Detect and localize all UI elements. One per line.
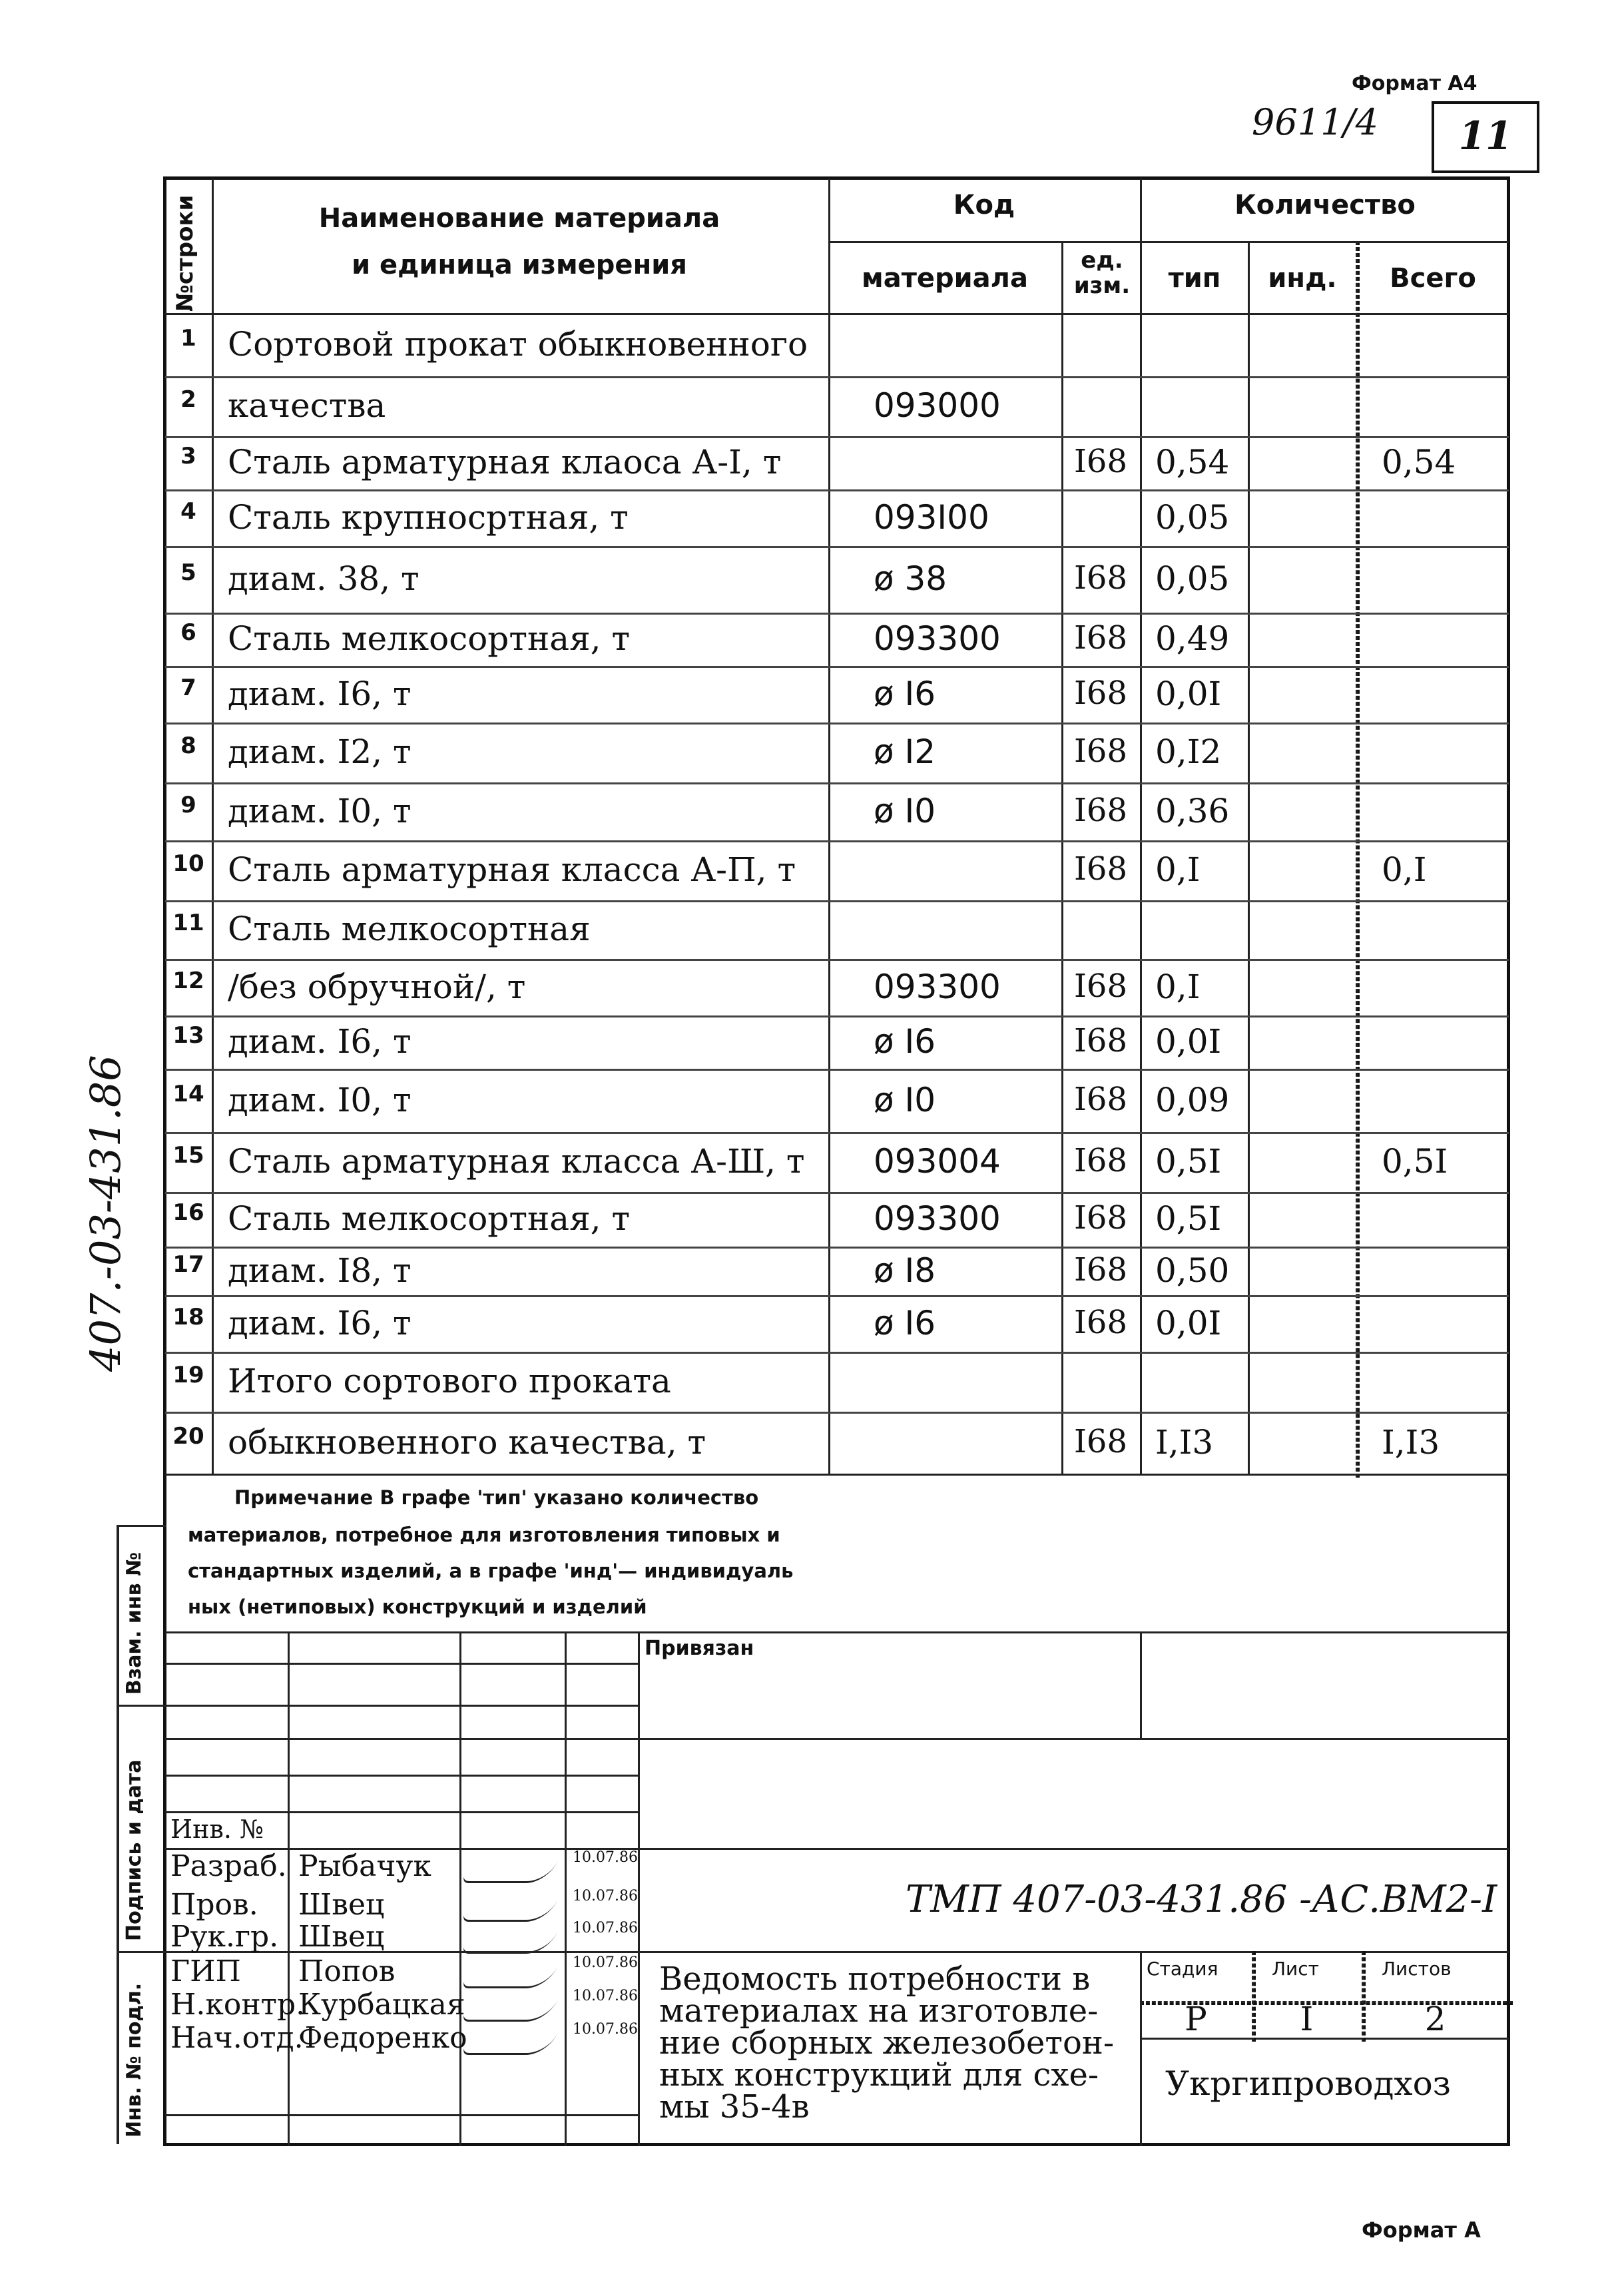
header-code-unit: ед. изм. — [1073, 247, 1131, 299]
material-name: диам. I0, т — [228, 1080, 411, 1119]
material-name: Сталь крупносртная, т — [228, 497, 629, 537]
header-code: Код — [953, 190, 1015, 220]
row-number: 10 — [172, 850, 204, 877]
title-line3: ние сборных железобетон- — [659, 2024, 1115, 2062]
page-number: 11 — [1458, 113, 1513, 158]
row-divider — [165, 722, 1509, 724]
material-name: диам. I6, т — [228, 1303, 411, 1342]
staff-date: 10.07.86 — [573, 1888, 638, 1904]
material-code: ø I6 — [874, 1303, 936, 1342]
title-line2: материалах на изготовле- — [659, 1992, 1099, 2030]
stamp-vzam: Взам. инв № — [123, 1552, 146, 1695]
row-divider — [165, 782, 1509, 784]
material-name: диам. I2, т — [228, 732, 411, 771]
staff-role: Рук.гр. — [170, 1920, 279, 1954]
header-name-line2: и единица измерения — [352, 250, 687, 280]
staff-date: 10.07.86 — [573, 1920, 638, 1936]
row-number: 8 — [180, 732, 196, 759]
unit-code: I68 — [1073, 1251, 1128, 1289]
qty-type: 0,0I — [1155, 674, 1222, 713]
row-divider — [165, 1015, 1509, 1017]
row-number: 18 — [172, 1303, 204, 1330]
stage-label: Стадия — [1147, 1958, 1218, 1980]
row-number: 14 — [172, 1080, 204, 1107]
row-number: 4 — [180, 497, 196, 525]
unit-code: I68 — [1073, 732, 1128, 770]
material-name: Итого сортового проката — [228, 1362, 671, 1400]
material-code: 093300 — [874, 1199, 1001, 1238]
header-qty-total: Всего — [1390, 263, 1476, 294]
staff-name: Попов — [298, 1954, 396, 1988]
material-code: ø I8 — [874, 1251, 936, 1290]
material-name: диам. I8, т — [228, 1251, 411, 1290]
unit-code: I68 — [1073, 559, 1128, 597]
row-number: 20 — [172, 1422, 204, 1450]
title-line5: мы 35-4в — [659, 2088, 810, 2126]
row-divider — [165, 959, 1509, 961]
row-number: 15 — [172, 1142, 204, 1169]
row-divider — [165, 489, 1509, 491]
staff-role: Пров. — [170, 1888, 258, 1922]
qty-total: 0,5I — [1382, 1142, 1448, 1181]
header-quantity: Количество — [1234, 190, 1416, 220]
row-divider — [165, 1352, 1509, 1354]
row-number: 6 — [180, 619, 196, 646]
material-code: ø I0 — [874, 1080, 936, 1119]
document-number: ТМП 407-03-431.86 -АС.ВМ2-I — [906, 1878, 1497, 1921]
row-divider — [165, 840, 1509, 842]
qty-type: 0,49 — [1155, 619, 1230, 658]
unit-code: I68 — [1073, 674, 1128, 712]
qty-type: 0,0I — [1155, 1022, 1222, 1061]
material-name: Сталь арматурная класса А-Ш, т — [228, 1142, 805, 1181]
qty-type: 0,0I — [1155, 1303, 1222, 1342]
note-line4: ных (нетиповых) конструкций и изделий — [188, 1595, 647, 1618]
material-name: Сортовой прокат обыкновенного — [228, 324, 808, 364]
row-number: 17 — [172, 1251, 204, 1278]
unit-code: I68 — [1073, 1022, 1128, 1059]
qty-type: 0,50 — [1155, 1251, 1230, 1290]
note-line3: стандартных изделий, а в графе 'инд'— индивидуаль — [188, 1560, 794, 1582]
qty-type: 0,05 — [1155, 559, 1230, 598]
title-line1: Ведомость потребности в — [659, 1960, 1091, 1998]
material-code: ø I0 — [874, 791, 936, 830]
staff-name: Швец — [298, 1920, 385, 1954]
material-name: диам. I6, т — [228, 1022, 411, 1061]
qty-total: 0,I — [1382, 850, 1427, 889]
row-divider — [165, 1295, 1509, 1297]
row-divider — [165, 546, 1509, 548]
row-divider — [165, 1132, 1509, 1134]
material-name: Сталь арматурная клаоса А-I, т — [228, 443, 782, 481]
stamp-inv-podl: Инв. № подл. — [123, 1982, 146, 2138]
staff-name: Федоренко — [298, 2021, 467, 2055]
note-line2: материалов, потребное для изготовления типовых и — [188, 1524, 780, 1546]
row-divider — [165, 1192, 1509, 1194]
sheet-reference: 9611/4 — [1252, 101, 1378, 143]
unit-code: I68 — [1073, 967, 1128, 1005]
stamp-podpis: Подпись и дата — [123, 1759, 146, 1941]
note-line1: Примечание В графе 'тип' указано количество — [234, 1486, 759, 1509]
privyazan-label: Привязан — [645, 1637, 754, 1660]
material-code: 093000 — [874, 386, 1001, 425]
unit-code: I68 — [1073, 791, 1128, 829]
qty-type: 0,09 — [1155, 1080, 1230, 1119]
qty-total: 0,54 — [1382, 443, 1456, 481]
qty-type: 0,I — [1155, 967, 1201, 1006]
material-name: /без обручной/, т — [228, 967, 526, 1006]
material-name: диам. 38, т — [228, 559, 419, 598]
material-code: 093300 — [874, 967, 1001, 1006]
material-code: 093300 — [874, 619, 1001, 658]
material-name: Сталь мелкосортная, т — [228, 619, 631, 658]
header-code-material: материала — [862, 263, 1028, 294]
staff-date: 10.07.86 — [573, 1849, 638, 1866]
staff-date: 10.07.86 — [573, 1954, 638, 1971]
stage-value: Р — [1185, 2000, 1207, 2038]
title-line4: ных конструкций для схе- — [659, 2056, 1099, 2094]
qty-type: 0,54 — [1155, 443, 1230, 481]
row-divider — [165, 613, 1509, 615]
unit-code: I68 — [1073, 1422, 1128, 1460]
material-code: ø 38 — [874, 559, 947, 598]
row-divider — [165, 1069, 1509, 1071]
staff-name: Курбацкая — [298, 1988, 465, 2022]
side-doc-code: 407.-03-431.86 — [81, 1055, 130, 1372]
qty-type: 0,5I — [1155, 1142, 1222, 1181]
material-code: ø I2 — [874, 732, 936, 771]
unit-code: I68 — [1073, 1199, 1128, 1237]
row-divider — [165, 376, 1509, 378]
material-code: 093004 — [874, 1142, 1001, 1181]
row-number: 7 — [180, 674, 196, 701]
row-number: 9 — [180, 791, 196, 818]
unit-code: I68 — [1073, 619, 1128, 657]
row-number: 3 — [180, 443, 196, 469]
row-number: 11 — [172, 910, 204, 936]
staff-name: Рыбачук — [298, 1849, 431, 1883]
header-name-line1: Наименование материала — [318, 203, 720, 234]
qty-type: 0,36 — [1155, 791, 1230, 830]
staff-date: 10.07.86 — [573, 2021, 638, 2038]
material-name: обыкновенного качества, т — [228, 1422, 706, 1462]
sheet-label: Лист — [1272, 1958, 1319, 1980]
material-name: диам. I6, т — [228, 674, 411, 713]
staff-role: ГИП — [170, 1954, 241, 1988]
header-qty-ind: инд. — [1268, 263, 1337, 294]
row-number: 13 — [172, 1022, 204, 1049]
staff-role: Разраб. — [170, 1849, 287, 1883]
row-number: 12 — [172, 967, 204, 994]
material-code: ø I6 — [874, 1022, 936, 1061]
material-name: качества — [228, 386, 386, 425]
row-number: 1 — [180, 324, 196, 352]
unit-code: I68 — [1073, 1142, 1128, 1179]
material-name: Сталь мелкосортная, т — [228, 1199, 631, 1238]
format-label-bottom: Формат А — [1362, 2217, 1481, 2243]
format-label-top: Формат А4 — [1352, 72, 1478, 95]
staff-date: 10.07.86 — [573, 1988, 638, 2004]
header-row-number: №строки — [172, 194, 198, 312]
row-divider — [165, 1412, 1509, 1414]
staff-role: Н.контр. — [170, 1988, 306, 2022]
row-divider — [165, 900, 1509, 902]
qty-total: I,I3 — [1382, 1422, 1440, 1462]
sheets-label: Листов — [1382, 1958, 1452, 1980]
unit-code: I68 — [1073, 1080, 1128, 1118]
row-divider — [165, 436, 1509, 438]
row-divider — [165, 1247, 1509, 1249]
material-name: Сталь мелкосортная — [228, 910, 591, 948]
qty-type: 0,I2 — [1155, 732, 1222, 771]
unit-code: I68 — [1073, 850, 1128, 888]
material-name: диам. I0, т — [228, 791, 411, 830]
material-code: ø I6 — [874, 674, 936, 713]
unit-code: I68 — [1073, 443, 1128, 480]
staff-role: Нач.отд. — [170, 2021, 304, 2055]
material-name: Сталь арматурная класса А-П, т — [228, 850, 796, 889]
page-number-box — [1432, 101, 1539, 173]
sheet-value: I — [1300, 2000, 1314, 2038]
row-number: 5 — [180, 559, 196, 586]
organization-name: Укргипроводхоз — [1165, 2064, 1451, 2103]
header-qty-type: тип — [1168, 263, 1221, 294]
document-title — [659, 1960, 1115, 2126]
row-number: 16 — [172, 1199, 204, 1226]
qty-type: 0,05 — [1155, 497, 1230, 537]
sheets-value: 2 — [1424, 2000, 1446, 2038]
qty-type: I,I3 — [1155, 1422, 1214, 1462]
row-number: 19 — [172, 1362, 204, 1388]
staff-name: Швец — [298, 1888, 385, 1922]
row-number: 2 — [180, 386, 196, 413]
qty-type: 0,I — [1155, 850, 1201, 889]
material-code: 093I00 — [874, 497, 989, 537]
unit-code: I68 — [1073, 1303, 1128, 1341]
qty-type: 0,5I — [1155, 1199, 1222, 1238]
row-divider — [165, 666, 1509, 668]
inv-no-label: Инв. № — [170, 1815, 264, 1844]
